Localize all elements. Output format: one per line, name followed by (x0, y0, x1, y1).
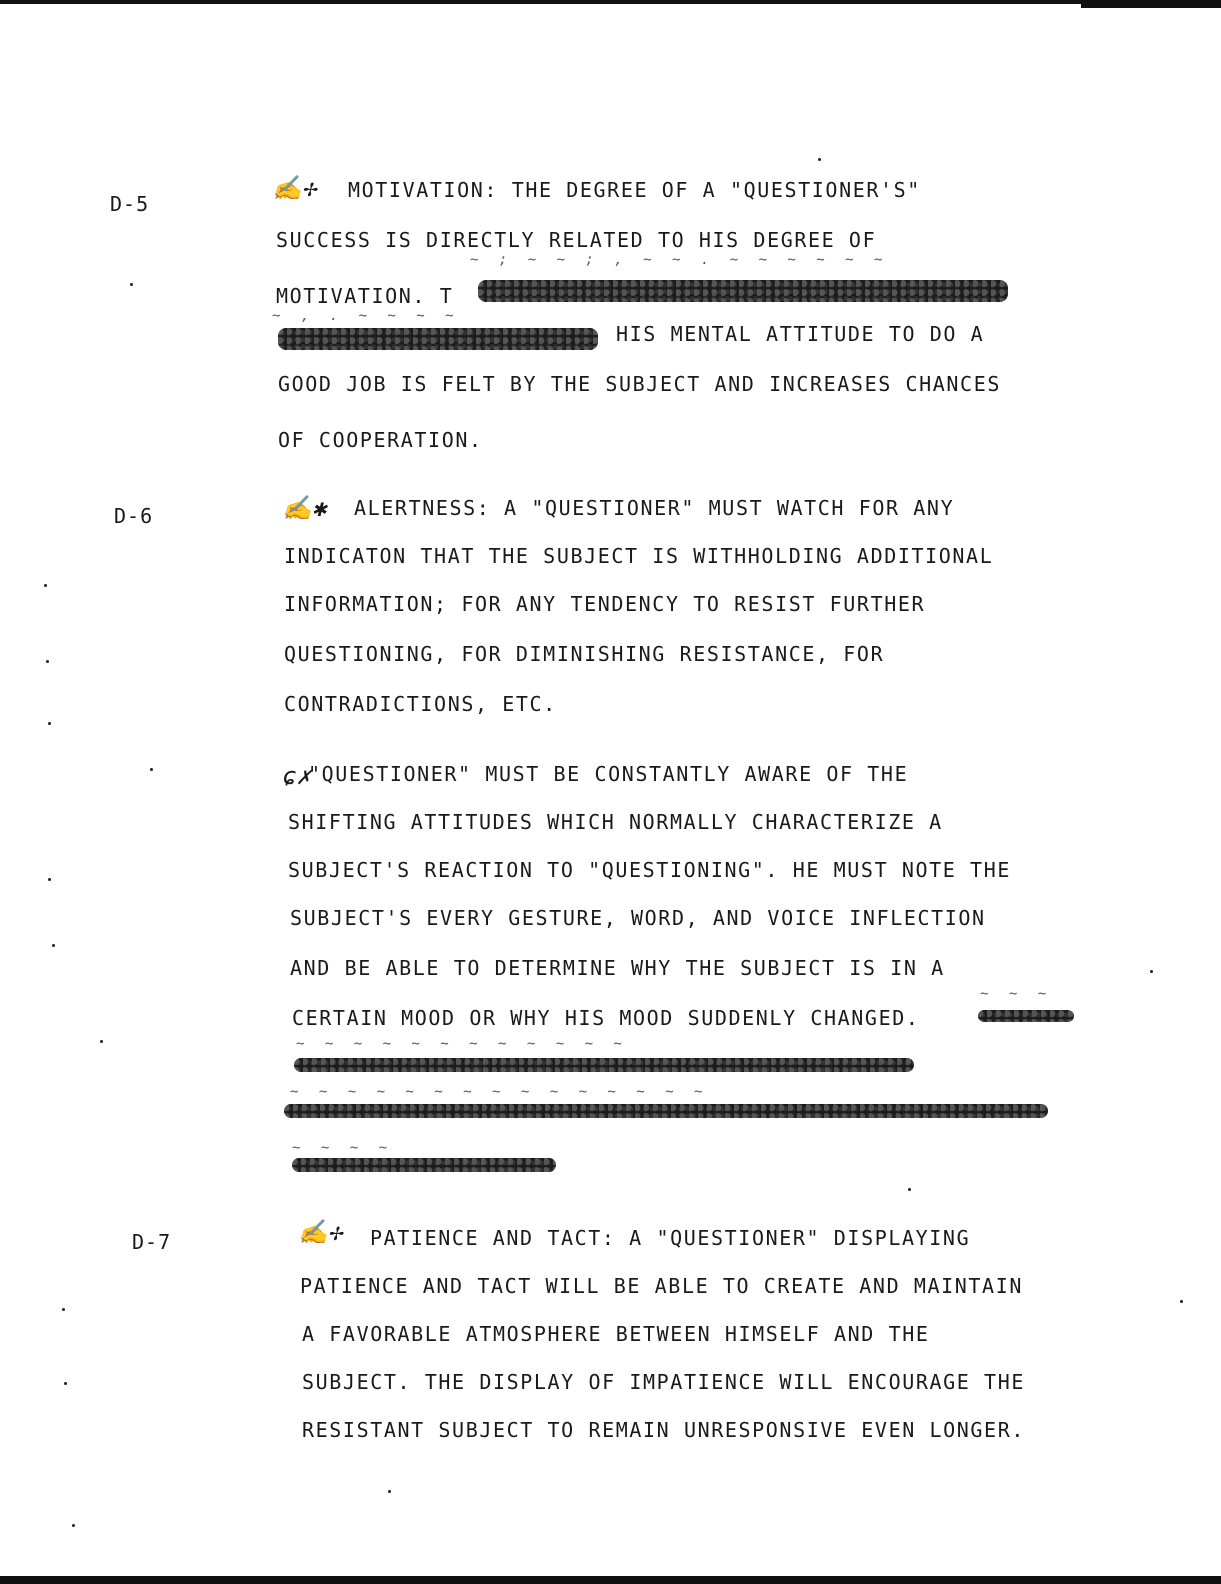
d6-p2-line-6: CERTAIN MOOD OR WHY HIS MOOD SUDDENLY CHANGED. (292, 1006, 920, 1030)
scan-speck (150, 768, 153, 771)
scan-speck (44, 584, 47, 587)
scan-speck (1150, 970, 1153, 973)
d6-p1-line-2: INDICATON THAT THE SUBJECT IS WITHHOLDING ADDITIONAL (284, 544, 994, 568)
handwritten-annotation-d5-1: ~ ; ~ ~ ; , ~ ~ . ~ ~ ~ ~ ~ ~ (470, 252, 889, 268)
redaction-block (294, 1058, 914, 1072)
d6-p2-line-3: SUBJECT'S REACTION TO "QUESTIONING". HE MUST NOTE THE (288, 858, 1011, 882)
d5-line-6: OF COOPERATION. (278, 428, 483, 452)
handwritten-annotation-d6-1: ~ ~ ~ (980, 986, 1053, 1002)
d5-line-3: MOTIVATION. T (276, 284, 454, 308)
d6-p1-line-5: CONTRADICTIONS, ETC. (284, 692, 557, 716)
d6-p1-line-1: ALERTNESS: A "QUESTIONER" MUST WATCH FOR ANY (354, 496, 955, 520)
d6-p1-line-3: INFORMATION; FOR ANY TENDENCY TO RESIST FURTHER (284, 592, 926, 616)
scan-edge-bottom (0, 1576, 1221, 1584)
d5-line-1: MOTIVATION: THE DEGREE OF A "QUESTIONER'S" (348, 178, 921, 202)
section-label-d5: D-5 (110, 192, 150, 216)
handwritten-annotation-d6-3: ~ ~ ~ ~ ~ ~ ~ ~ ~ ~ ~ ~ ~ ~ ~ (290, 1084, 709, 1100)
handwritten-annotation-d6-2: ~ ~ ~ ~ ~ ~ ~ ~ ~ ~ ~ ~ (296, 1036, 628, 1052)
redaction-block (978, 1010, 1074, 1022)
handwritten-mark-d7: ✍✢ (298, 1218, 343, 1246)
d5-line-2: SUCCESS IS DIRECTLY RELATED TO HIS DEGREE OF (276, 228, 877, 252)
scan-speck (818, 158, 821, 161)
scan-speck (1180, 1300, 1183, 1303)
d6-p2-line-4: SUBJECT'S EVERY GESTURE, WORD, AND VOICE INFLECTION (290, 906, 986, 930)
d6-p1-line-4: QUESTIONING, FOR DIMINISHING RESISTANCE, FOR (284, 642, 885, 666)
redaction-block (292, 1158, 556, 1172)
scan-edge-top (0, 0, 1221, 4)
d6-p2-line-5: AND BE ABLE TO DETERMINE WHY THE SUBJECT IS IN A (290, 956, 945, 980)
redaction-block (478, 280, 1008, 302)
scan-speck (908, 1188, 911, 1191)
scan-speck (48, 878, 51, 881)
scan-speck (46, 660, 49, 663)
d7-line-1: PATIENCE AND TACT: A "QUESTIONER" DISPLAYING (370, 1226, 971, 1250)
section-label-d7: D-7 (132, 1230, 172, 1254)
handwritten-annotation-d6-4: ~ ~ ~ ~ (292, 1140, 394, 1156)
d7-line-2: PATIENCE AND TACT WILL BE ABLE TO CREATE AND MAINTAIN (300, 1274, 1023, 1298)
handwritten-mark-d5: ✍✢ (272, 174, 317, 202)
handwritten-annotation-d5-2: ~ , . ~ ~ ~ ~ (272, 308, 460, 324)
d6-p2-line-2: SHIFTING ATTITUDES WHICH NORMALLY CHARACTERIZE A (288, 810, 943, 834)
scan-speck (52, 944, 55, 947)
scan-speck (48, 722, 51, 725)
scan-edge-top-right (1081, 0, 1221, 8)
d7-line-4: SUBJECT. THE DISPLAY OF IMPATIENCE WILL ENCOURAGE THE (302, 1370, 1025, 1394)
handwritten-mark-d6-p2: ɕ✗ (282, 762, 311, 790)
d5-line-5: GOOD JOB IS FELT BY THE SUBJECT AND INCREASES CHANCES (278, 372, 1001, 396)
redaction-block (284, 1104, 1048, 1118)
scan-speck (100, 1040, 103, 1043)
d6-p2-line-1: "QUESTIONER" MUST BE CONSTANTLY AWARE OF THE (308, 762, 909, 786)
section-label-d6: D-6 (114, 504, 154, 528)
scan-speck (62, 1308, 65, 1311)
scan-speck (388, 1490, 391, 1493)
scan-speck (64, 1382, 67, 1385)
handwritten-mark-d6: ✍✱ (282, 494, 327, 522)
scan-speck (130, 283, 133, 286)
redaction-block (278, 328, 598, 350)
d7-line-3: A FAVORABLE ATMOSPHERE BETWEEN HIMSELF AND THE (302, 1322, 930, 1346)
d5-line-4: HIS MENTAL ATTITUDE TO DO A (616, 322, 985, 346)
d7-line-5: RESISTANT SUBJECT TO REMAIN UNRESPONSIVE EVEN LONGER. (302, 1418, 1025, 1442)
scan-speck (72, 1524, 75, 1527)
